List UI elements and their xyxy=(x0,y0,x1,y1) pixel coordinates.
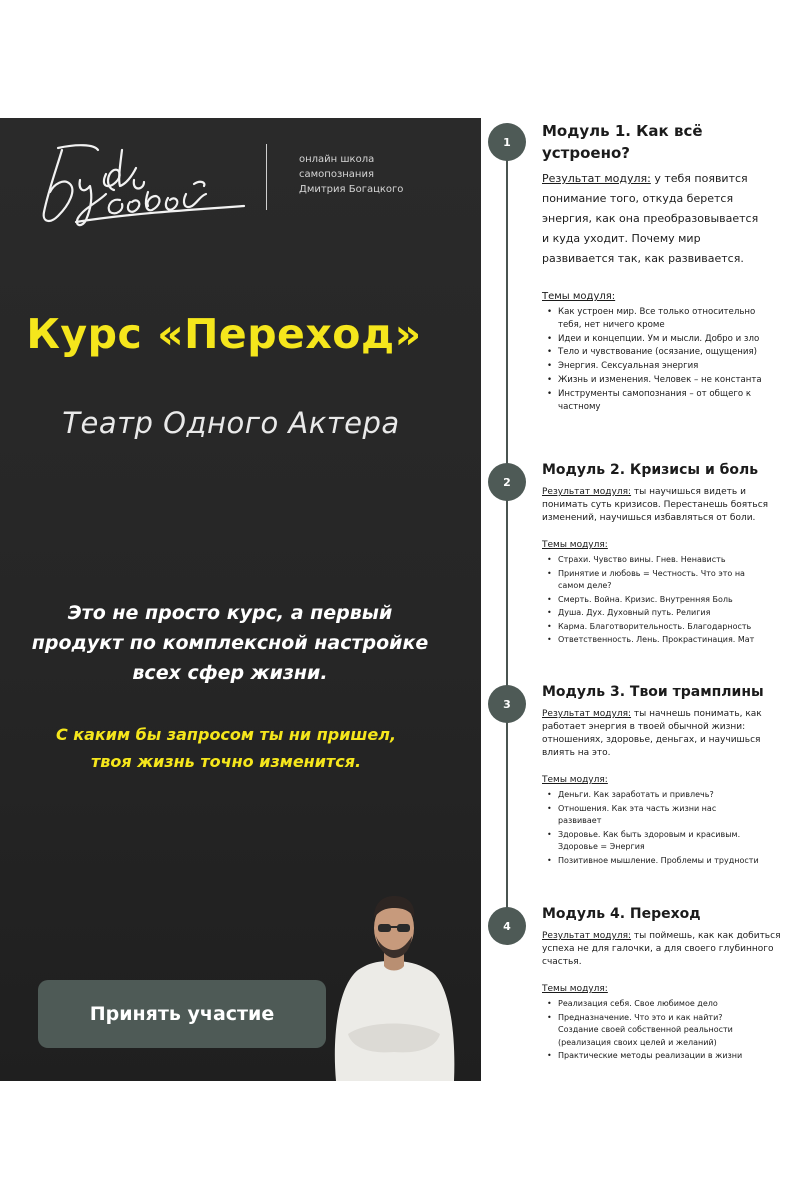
topic-item: • Практические методы реализации в жизни xyxy=(542,1050,797,1063)
module-number-badge: 2 xyxy=(488,463,526,501)
result-label: Результат модуля: xyxy=(542,487,632,497)
result-label: Результат модуля: xyxy=(542,709,632,719)
pitch-line: Это не просто курс, а первый xyxy=(67,602,393,624)
promise-line: твоя жизнь точно изменится. xyxy=(90,752,362,771)
topic-item: • Позитивное мышление. Проблемы и трудности xyxy=(542,855,797,868)
topics-list xyxy=(542,306,797,413)
promise-text xyxy=(10,721,442,775)
topic-item: • Страхи. Чувство вины. Гнев. Ненависть xyxy=(542,554,797,567)
course-title: Курс «Переход» xyxy=(26,310,422,358)
module-result: Результат модуля: ты начнешь понимать, как работает энергия в твоей обычной жизни: отношениях, здоровье, деньгах, и научишься влиять на это. xyxy=(542,709,762,758)
module-number-badge: 3 xyxy=(488,685,526,723)
module-result: Результат модуля: ты поймешь, как как добиться успеха не для галочки, а для своего глубинного счастья. xyxy=(542,931,781,967)
join-button[interactable]: Принять участие xyxy=(38,980,326,1048)
module-title: Модуль 4. Переход xyxy=(542,906,701,922)
brand-logo xyxy=(36,140,256,230)
topics-list xyxy=(542,554,797,647)
topic-item: • Душа. Дух. Духовный путь. Религия xyxy=(542,607,797,620)
topics-label: Темы модуля: xyxy=(542,291,616,302)
pitch-text xyxy=(20,598,440,688)
topic-item: • Карма. Благотворительность. Благодарность xyxy=(542,621,797,634)
module-number-badge: 1 xyxy=(488,123,526,161)
school-caption xyxy=(299,152,469,197)
module-1 xyxy=(542,120,797,414)
school-line: самопознания xyxy=(299,169,374,180)
presenter-photo xyxy=(328,866,458,1081)
topic-item: • Реализация себя. Свое любимое дело xyxy=(542,998,797,1011)
module-title: Модуль 1. Как всё устроено? xyxy=(542,122,703,162)
result-label: Результат модуля: xyxy=(542,172,651,185)
topic-item: • Энергия. Сексуальная энергия xyxy=(542,360,797,373)
promo-panel xyxy=(0,118,481,1081)
topic-item: • Принятие и любовь = Честность. Что это на самом деле? xyxy=(542,568,797,593)
course-subtitle: Театр Одного Актера xyxy=(62,406,400,440)
topic-item: • Как устроен мир. Все только относительно тебя, нет ничего кроме xyxy=(542,306,797,332)
topic-item: • Смерть. Война. Кризис. Внутренняя Боль xyxy=(542,594,797,607)
module-2 xyxy=(542,460,797,648)
topics-label: Темы модуля: xyxy=(542,540,608,550)
topic-item: • Отношения. Как эта часть жизни нас развивает xyxy=(542,803,797,828)
topic-item: • Деньги. Как заработать и привлечь? xyxy=(542,789,797,802)
topics-list xyxy=(542,998,797,1063)
topic-item: • Ответственность. Лень. Прокрастинация. Мат xyxy=(542,634,797,647)
topics-label: Темы модуля: xyxy=(542,984,608,994)
pitch-line: всех сфер жизни. xyxy=(132,662,328,684)
pitch-line: продукт по комплексной настройке xyxy=(31,632,429,654)
module-title: Модуль 2. Кризисы и боль xyxy=(542,462,759,478)
school-line: онлайн школа xyxy=(299,154,375,165)
module-result: Результат модуля: у тебя появится понимание того, откуда берется энергия, как она преобразовывается и куда уходит. Почему мир развивается так, как развивается. xyxy=(542,172,759,265)
topics-list xyxy=(542,789,797,867)
topic-item: • Здоровье. Как быть здоровым и красивым. Здоровье = Энергия xyxy=(542,829,797,854)
school-line: Дмитрия Богацкого xyxy=(299,184,404,195)
timeline-line xyxy=(506,148,508,928)
topic-item: • Предназначение. Что это и как найти? Создание своей собственной реальности (реализация своих целей и желаний) xyxy=(542,1012,797,1050)
result-label: Результат модуля: xyxy=(542,931,632,941)
modules-panel xyxy=(481,118,800,1081)
module-result: Результат модуля: ты научишься видеть и понимать суть кризисов. Перестанешь бояться изменений, научишься избавляться от боли. xyxy=(542,487,769,523)
topic-item: • Тело и чувствование (осязание, ощущения) xyxy=(542,346,797,359)
topics-label: Темы модуля: xyxy=(542,775,608,785)
module-4 xyxy=(542,904,797,1064)
module-number-badge: 4 xyxy=(488,907,526,945)
module-3 xyxy=(542,682,797,868)
logo-divider xyxy=(266,144,267,210)
topic-item: • Инструменты самопознания – от общего к частному xyxy=(542,388,797,414)
svg-text:Будь собой: Будь собой xyxy=(36,140,42,141)
topic-item: • Жизнь и изменения. Человек – не константа xyxy=(542,374,797,387)
module-title: Модуль 3. Твои трамплины xyxy=(542,684,764,700)
topic-item: • Идеи и концепции. Ум и мысли. Добро и зло xyxy=(542,333,797,346)
promise-line: С каким бы запросом ты ни пришел, xyxy=(55,725,397,744)
